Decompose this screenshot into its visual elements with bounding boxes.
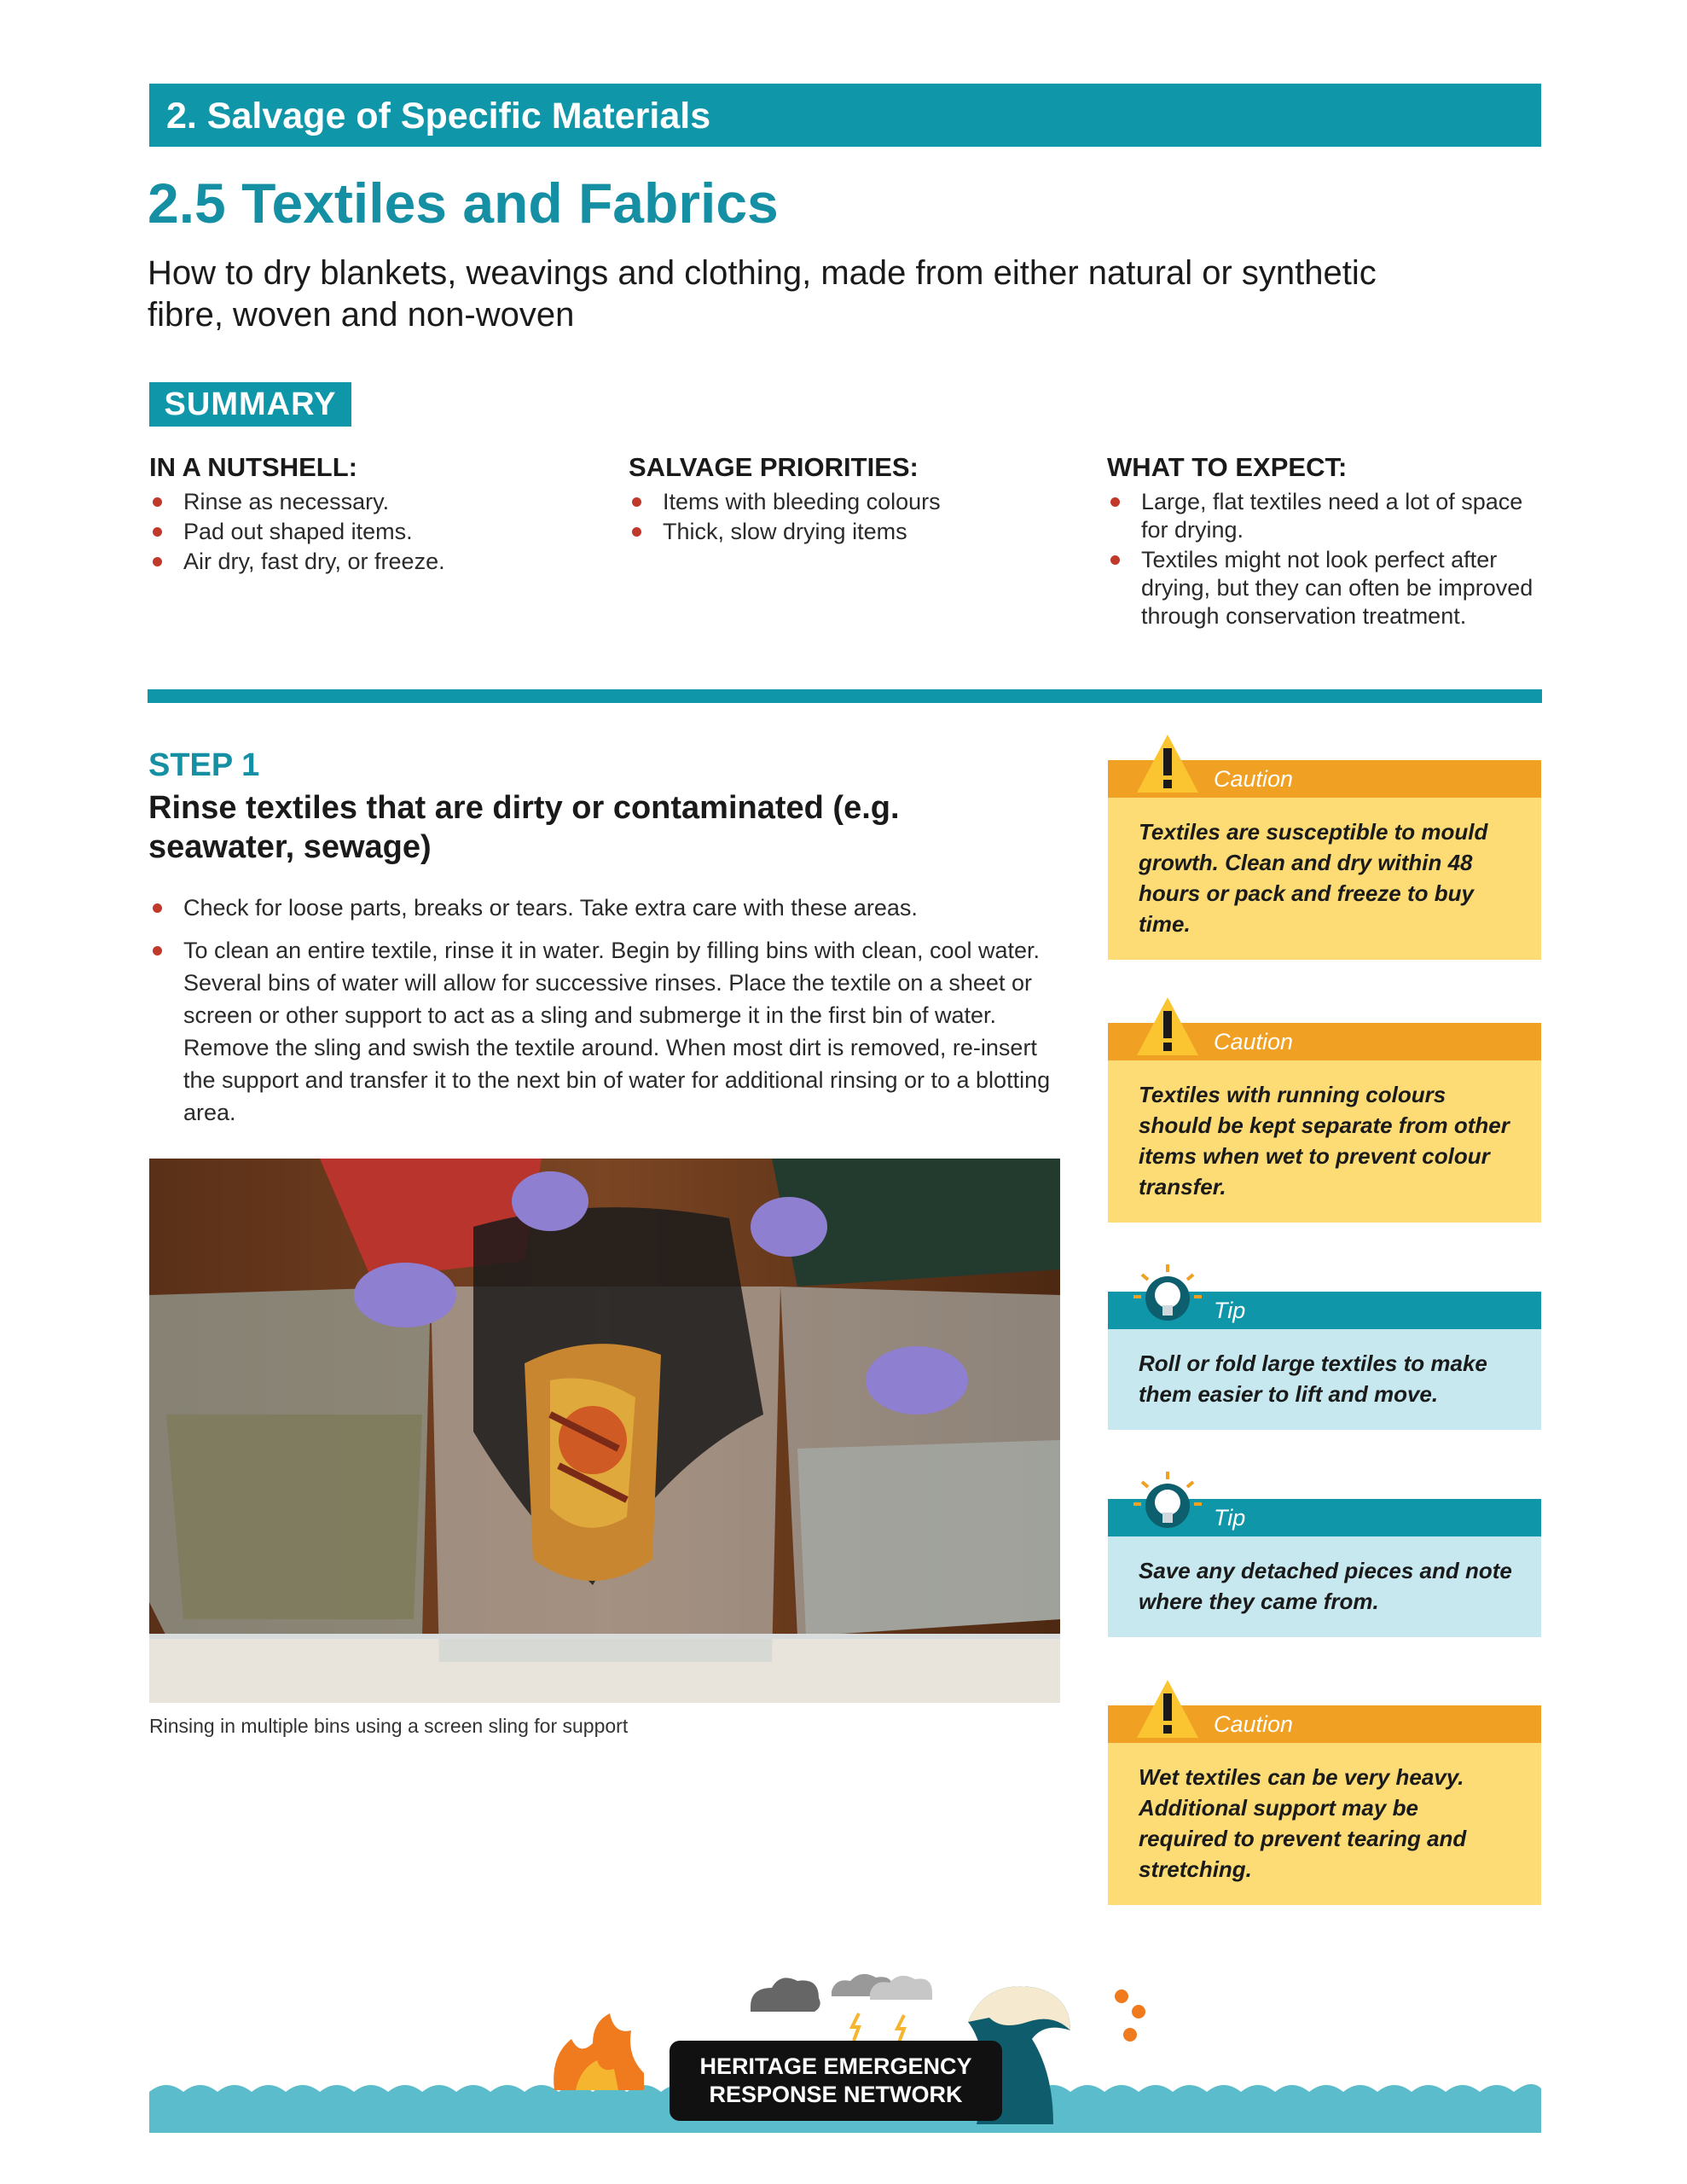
logo-line-1: HERITAGE EMERGENCY <box>699 2053 972 2079</box>
callout-label: Caution <box>1214 1711 1294 1737</box>
list-item: Pad out shaped items. <box>149 518 593 546</box>
list-item: To clean an entire textile, rinse it in water. Begin by filling bins with clean, cool water. Several bins of water will allow for successive rinses. Place the textile on a sheet or screen or other support to act as a sling and submerge it in the first bin of water. Remove the sling and swish the textile around. When most dirt is removed, re-insert the support and transfer it to the next bin of water for additional rinsing or to a blotting area. <box>149 934 1062 1129</box>
list-item: Thick, slow drying items <box>629 518 1072 546</box>
callout-header <box>1108 1292 1541 1329</box>
summary-column-priorities <box>629 452 1072 548</box>
callout-header <box>1108 1705 1541 1743</box>
list-item: Rinse as necessary. <box>149 488 593 516</box>
warning-icon <box>1133 1676 1202 1741</box>
tip-callout <box>1108 1499 1541 1637</box>
lightbulb-icon <box>1133 1470 1202 1535</box>
callout-label: Tip <box>1214 1505 1246 1531</box>
warning-icon <box>1133 731 1202 796</box>
step-label: STEP 1 <box>148 747 260 783</box>
caution-callout <box>1108 1705 1541 1905</box>
list-item: Check for loose parts, breaks or tears. Take extra care with these areas. <box>149 892 1062 924</box>
list-item: Textiles might not look perfect after drying, but they can often be improved through conservation treatment. <box>1107 546 1542 630</box>
step-list <box>149 892 1062 1139</box>
waves-illustration <box>149 1962 1541 2133</box>
list-item: Large, flat textiles need a lot of space for drying. <box>1107 488 1542 544</box>
callout-header <box>1108 1499 1541 1536</box>
warning-icon <box>1133 994 1202 1059</box>
callout-text: Save any detached pieces and note where they came from. <box>1108 1536 1541 1637</box>
page-subtitle: How to dry blankets, weavings and clothing, made from either natural or synthetic fibre, woven and non-woven <box>148 254 1377 334</box>
page-title: 2.5 Textiles and Fabrics <box>148 171 779 235</box>
section-title: 2. Salvage of Specific Materials <box>166 96 711 136</box>
divider <box>148 689 1542 703</box>
caution-callout <box>1108 760 1541 960</box>
rinsing-photo-illustration <box>149 1159 1060 1703</box>
callout-label: Caution <box>1214 766 1294 792</box>
callout-text: Roll or fold large textiles to make them easier to lift and move. <box>1108 1329 1541 1430</box>
callout-text: Wet textiles can be very heavy. Additional support may be required to prevent tearing and stretching. <box>1108 1743 1541 1905</box>
section-header <box>149 84 1541 147</box>
summary-column-expect <box>1107 452 1542 632</box>
callout-label: Tip <box>1214 1298 1246 1323</box>
callout-label: Caution <box>1214 1029 1294 1054</box>
callout-header <box>1108 760 1541 798</box>
callout-text: Textiles with running colours should be kept separate from other items when wet to prevent colour transfer. <box>1108 1060 1541 1223</box>
logo-line-2: RESPONSE NETWORK <box>709 2082 963 2107</box>
tip-callout <box>1108 1292 1541 1430</box>
summary-column-nutshell <box>149 452 593 578</box>
caution-callout <box>1108 1023 1541 1223</box>
callout-text: Textiles are susceptible to mould growth. Clean and dry within 48 hours or pack and freeze to buy time. <box>1108 798 1541 960</box>
column-heading: WHAT TO EXPECT: <box>1107 452 1348 482</box>
photo-caption: Rinsing in multiple bins using a screen sling for support <box>149 1715 629 1737</box>
list-item: Air dry, fast dry, or freeze. <box>149 548 593 576</box>
footer-logo <box>149 1962 1541 2133</box>
summary-badge: SUMMARY <box>149 382 351 427</box>
list-item: Items with bleeding colours <box>629 488 1072 516</box>
column-heading: IN A NUTSHELL: <box>149 452 357 482</box>
step-title: Rinse textiles that are dirty or contaminated (e.g. seawater, sewage) <box>148 790 900 865</box>
callout-header <box>1108 1023 1541 1060</box>
lightbulb-icon <box>1133 1263 1202 1327</box>
column-heading: SALVAGE PRIORITIES: <box>629 452 919 482</box>
rinsing-photo <box>149 1159 1060 1703</box>
